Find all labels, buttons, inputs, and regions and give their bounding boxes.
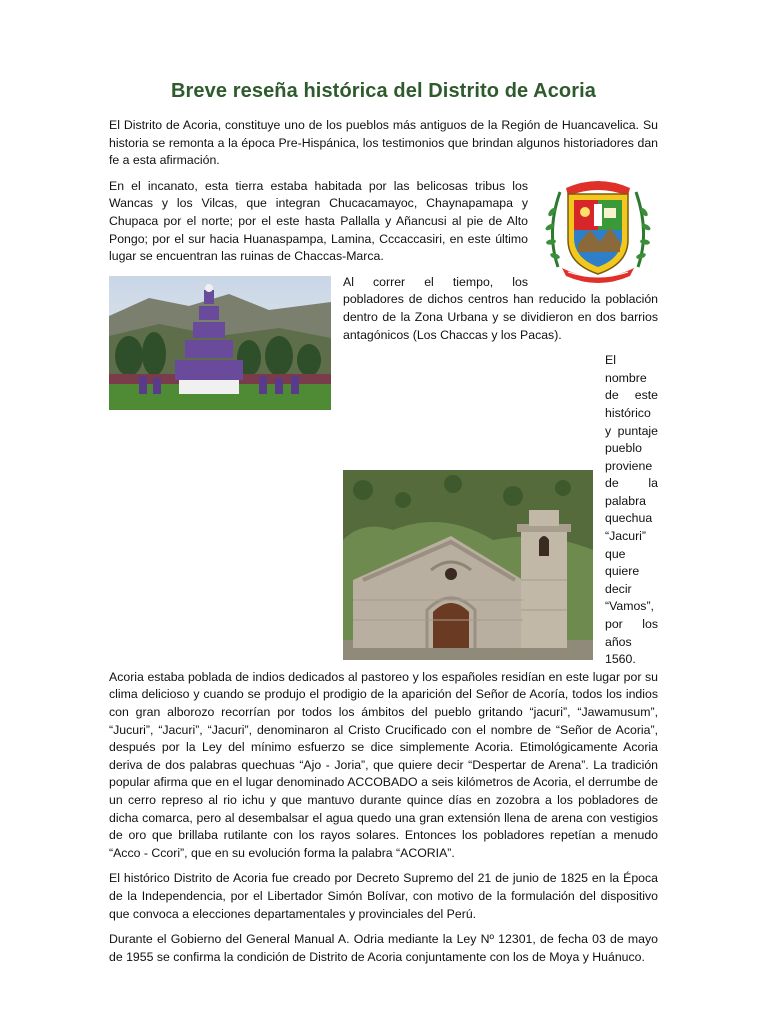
- document-page: [109, 80, 658, 974]
- festival-photo-image: [109, 276, 331, 410]
- church-photo: [343, 470, 593, 660]
- church-photo-image: [343, 470, 593, 660]
- paragraph-etimologia-text: El nombre de este histórico y puntaje pueblo proviene de la palabra quechua “Jacuri” que quiere decir “Vamos”, por los años 1560. Acoria estaba poblada de indios dedicados al pastoreo y los españoles residían en este lugar por su clima delicioso y cuando se produjo el prodigio de la aparición del Señor de Acoría, todos los indios con gran alborozo recorrían por todos los ámbitos del pueblo gritando “jacuri”, “Jawamusum”, “Jucuri”, “Jacuri”, “Jacuri”, denominaron al Cristo Crucificado con el nombre de “Señor de Acoria”, después por la Ley del mínimo esfuerzo se dice simplemente Acoria. Etimológicamente Acoria deriva de dos palabras quechuas “Ajo - Joria”, que quiere decir “Despertar de Arena”. La tradición popular afirma que en el lugar denominado ACCOBADO a seis kilómetros de Acoria, el derrumbe de un cerro represo al rio ichu y que mantuvo durante quince días en zozobra a los pobladores de dicha comarca, pero al desembalsar el agua quedo una gran extensión llena de arena con vestigios de oro que brillaba rutilante con los rayos solares. Entonces los pobladores repetían a menudo “Acco - Ccori”, que en su evolución forma la palabra “ACORIA”.: [109, 353, 658, 860]
- coat-of-arms-image: [538, 172, 658, 284]
- paragraph-intro: El Distrito de Acoria, constituye uno de los pueblos más antiguos de la Región de Huancavelica. Su historia se remonta a la época Pre-Hispánica, los testimonios que brindan algunos historiadores dan fe a esta afirmación.: [109, 118, 658, 168]
- paragraph-confirmacion: Durante el Gobierno del General Manual A. Odria mediante la Ley Nº 12301, de fecha 03 de mayo de 1955 se confirma la condición de Distrito de Acoria conjuntamente con los de Moya y Huánuco.: [109, 932, 658, 964]
- paragraph-incanato: En el incanato, esta tierra estaba habitada por las belicosas tribus los Wancas y los Vilcas, que integran Chucacamayoc, Chaynapamapa y Chupaca por el norte; por el este hasta Pallalla y Añancusi al pie de Alto Pongo; por el sur hacia Huanaspampa, Lamina, Cccaccasiri, en este último lugar se encuentran las ruinas de Chaccas-Marca.: [109, 178, 528, 264]
- paragraph-poblacion: Al correr el tiempo, los pobladores de dichos centros han reducido la población dentro de la Zona Urbana y se dividieron en dos barrios antagónicos (Los Chaccas y los Pacas).: [343, 274, 658, 342]
- coat-of-arms-icon: [538, 172, 658, 284]
- paragraph-creacion: El histórico Distrito de Acoria fue creado por Decreto Supremo del 21 de junio de 1825 en la Época de la Independencia, por el Libertador Simón Bolívar, con motivo de la formulación del dispositivo que convoca a elecciones departamentales y provinciales del Perú.: [109, 871, 658, 921]
- paragraph-etimologia: [109, 352, 658, 862]
- page-title: Breve reseña histórica del Distrito de Acoria: [170, 80, 597, 102]
- festival-photo: [109, 276, 331, 410]
